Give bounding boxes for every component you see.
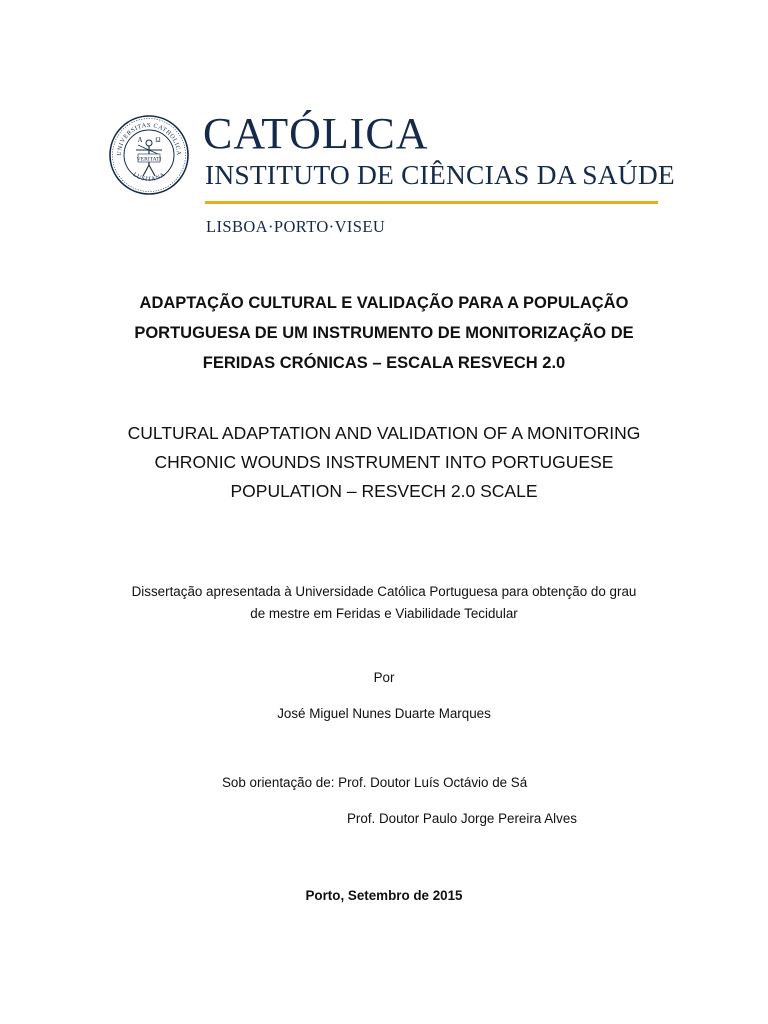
title-pt-line-3: FERIDAS CRÓNICAS – ESCALA RESVECH 2.0 (202, 354, 566, 372)
dissertation-line-2: de mestre em Feridas e Viabilidade Tecidular (250, 606, 518, 621)
title-en-line-2: CHRONIC WOUNDS INSTRUMENT INTO PORTUGUESE (154, 452, 614, 472)
supervisor-line: Sob orientação de: Prof. Doutor Luís Octávio de Sá (222, 775, 528, 790)
gold-divider (205, 201, 658, 204)
seal-omega: Ω (155, 136, 161, 144)
seal-motto: VERITATI (136, 156, 162, 163)
dissertation-line-1: Dissertação apresentada à Universidade Católica Portuguesa para obtenção do grau (131, 584, 637, 599)
title-portuguese (84, 288, 684, 378)
institute-name: INSTITUTO DE CIÊNCIAS DA SAÚDE (205, 159, 675, 190)
title-en-line-1: CULTURAL ADAPTATION AND VALIDATION OF A MONITORING (127, 423, 641, 443)
title-pt-line-1: ADAPTAÇÃO CULTURAL E VALIDAÇÃO PARA A POPULAÇÃO (139, 294, 629, 312)
title-english (84, 419, 684, 506)
author-name: José Miguel Nunes Duarte Marques (277, 706, 491, 721)
brand-name: CATÓLICA (203, 109, 429, 158)
title-en-line-3: POPULATION – RESVECH 2.0 SCALE (230, 481, 538, 501)
dissertation-statement (84, 581, 684, 625)
seal-text-bottom: LUSITANA (131, 170, 167, 183)
university-seal-logo (108, 114, 190, 196)
by-label: Por (373, 670, 395, 685)
co-supervisor-line: Prof. Doutor Paulo Jorge Pereira Alves (347, 811, 577, 826)
campus-cities: LISBOA·PORTO·VISEU (206, 217, 386, 236)
title-pt-line-2: PORTUGUESA DE UM INSTRUMENTO DE MONITORIZAÇÃO DE (134, 324, 634, 342)
place-and-date: Porto, Setembro de 2015 (305, 888, 463, 903)
svg-text:LUSITANA (131, 171, 166, 183)
seal-text-top: UNIVERSITAS CATHOLICA (115, 121, 183, 156)
seal-alpha: A (137, 136, 143, 144)
